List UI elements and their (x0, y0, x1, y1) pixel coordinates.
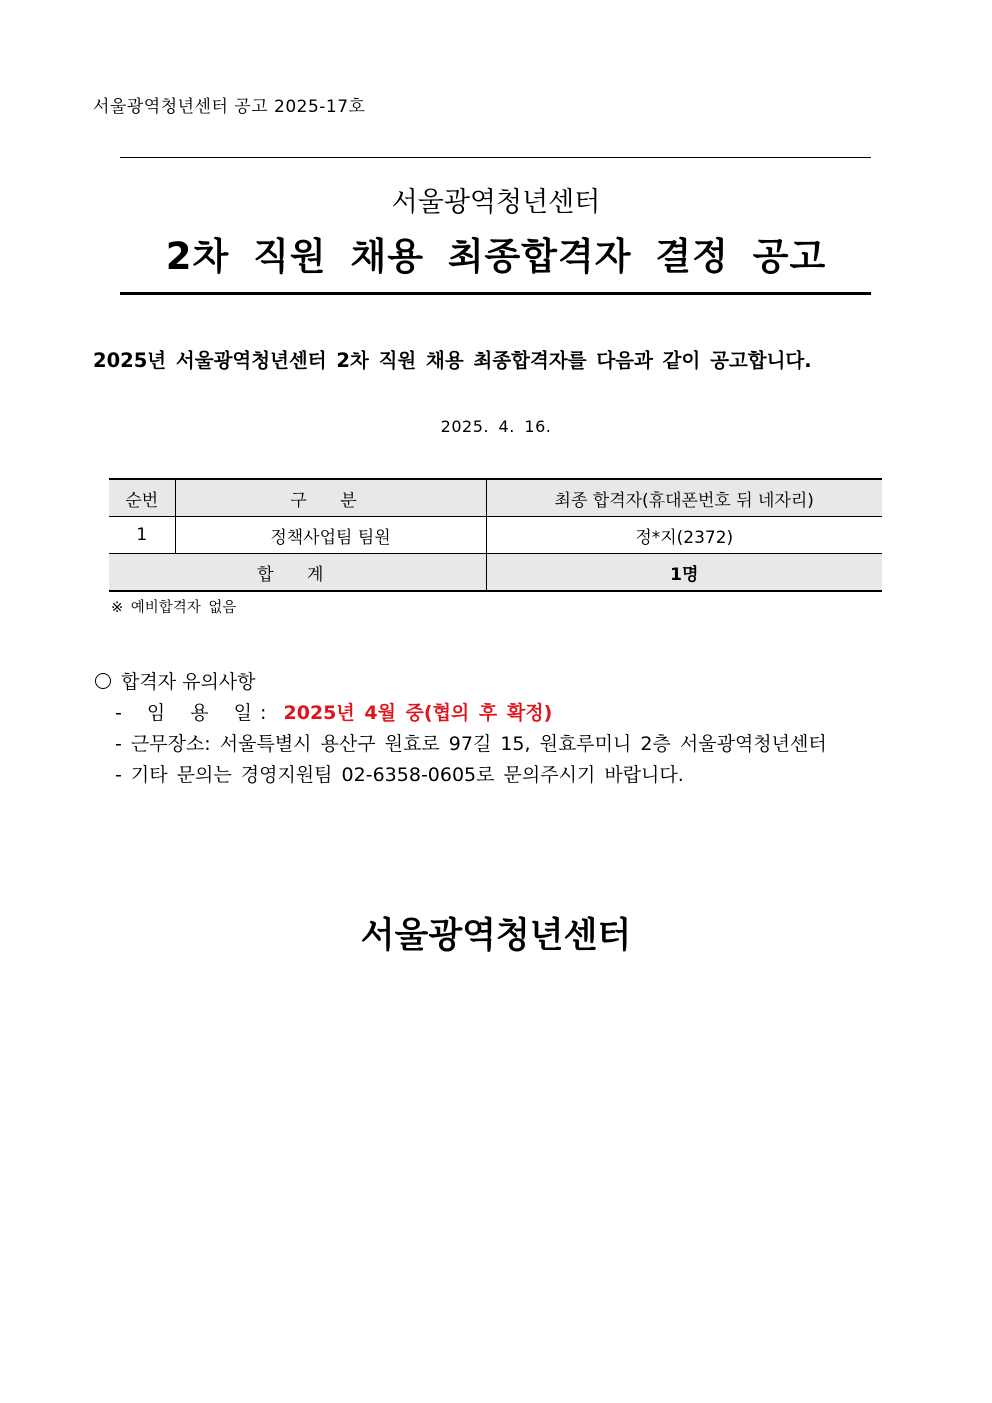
inquiry-item: - 기타 문의는 경영지원팀 02-6358-0605로 문의주시기 바랍니다. (115, 764, 684, 786)
top-divider (120, 157, 871, 158)
row-number-cell: 1 (109, 517, 175, 554)
table-header-row (109, 479, 882, 517)
notes-section (95, 667, 827, 791)
title-divider (120, 292, 871, 295)
announcement-date: 2025. 4. 16. (440, 417, 552, 436)
notice-number: 서울광역청년센터 공고 2025-17호 (93, 97, 366, 117)
footnote: ※ 예비합격자 없음 (111, 600, 237, 616)
table-row (109, 517, 882, 554)
notes-heading-text: 합격자 유의사항 (121, 671, 256, 693)
workplace-item: - 근무장소: 서울특별시 용산구 원효로 97길 15, 원효루미니 2층 서울광역청년센터 (115, 733, 827, 755)
column-header-candidate: 최종 합격자(휴대폰번호 뒤 네자리) (486, 479, 882, 517)
total-value: 1명 (486, 554, 882, 592)
column-header-category: 구 분 (175, 479, 486, 517)
organization-title: 서울광역청년센터 (391, 187, 601, 218)
signature-organization: 서울광역청년센터 (360, 916, 632, 956)
column-header-number: 순번 (109, 479, 175, 517)
appointment-date-item (95, 698, 827, 729)
circle-bullet-icon (95, 673, 111, 689)
row-category-cell: 정책사업팀 팀원 (175, 517, 486, 554)
notes-heading (95, 667, 827, 698)
result-table (109, 478, 882, 592)
appointment-value: 2025년 4월 중(협의 후 확정) (283, 702, 553, 724)
row-candidate-cell: 정*지(2372) (486, 517, 882, 554)
page-title: 2차 직원 채용 최종합격자 결정 공고 (165, 235, 827, 278)
total-label: 합 계 (109, 554, 486, 592)
table-total-row (109, 554, 882, 592)
appointment-label: - 임 용 일: (115, 702, 275, 724)
intro-text: 2025년 서울광역청년센터 2차 직원 채용 최종합격자를 다음과 같이 공고합니다. (93, 349, 812, 372)
